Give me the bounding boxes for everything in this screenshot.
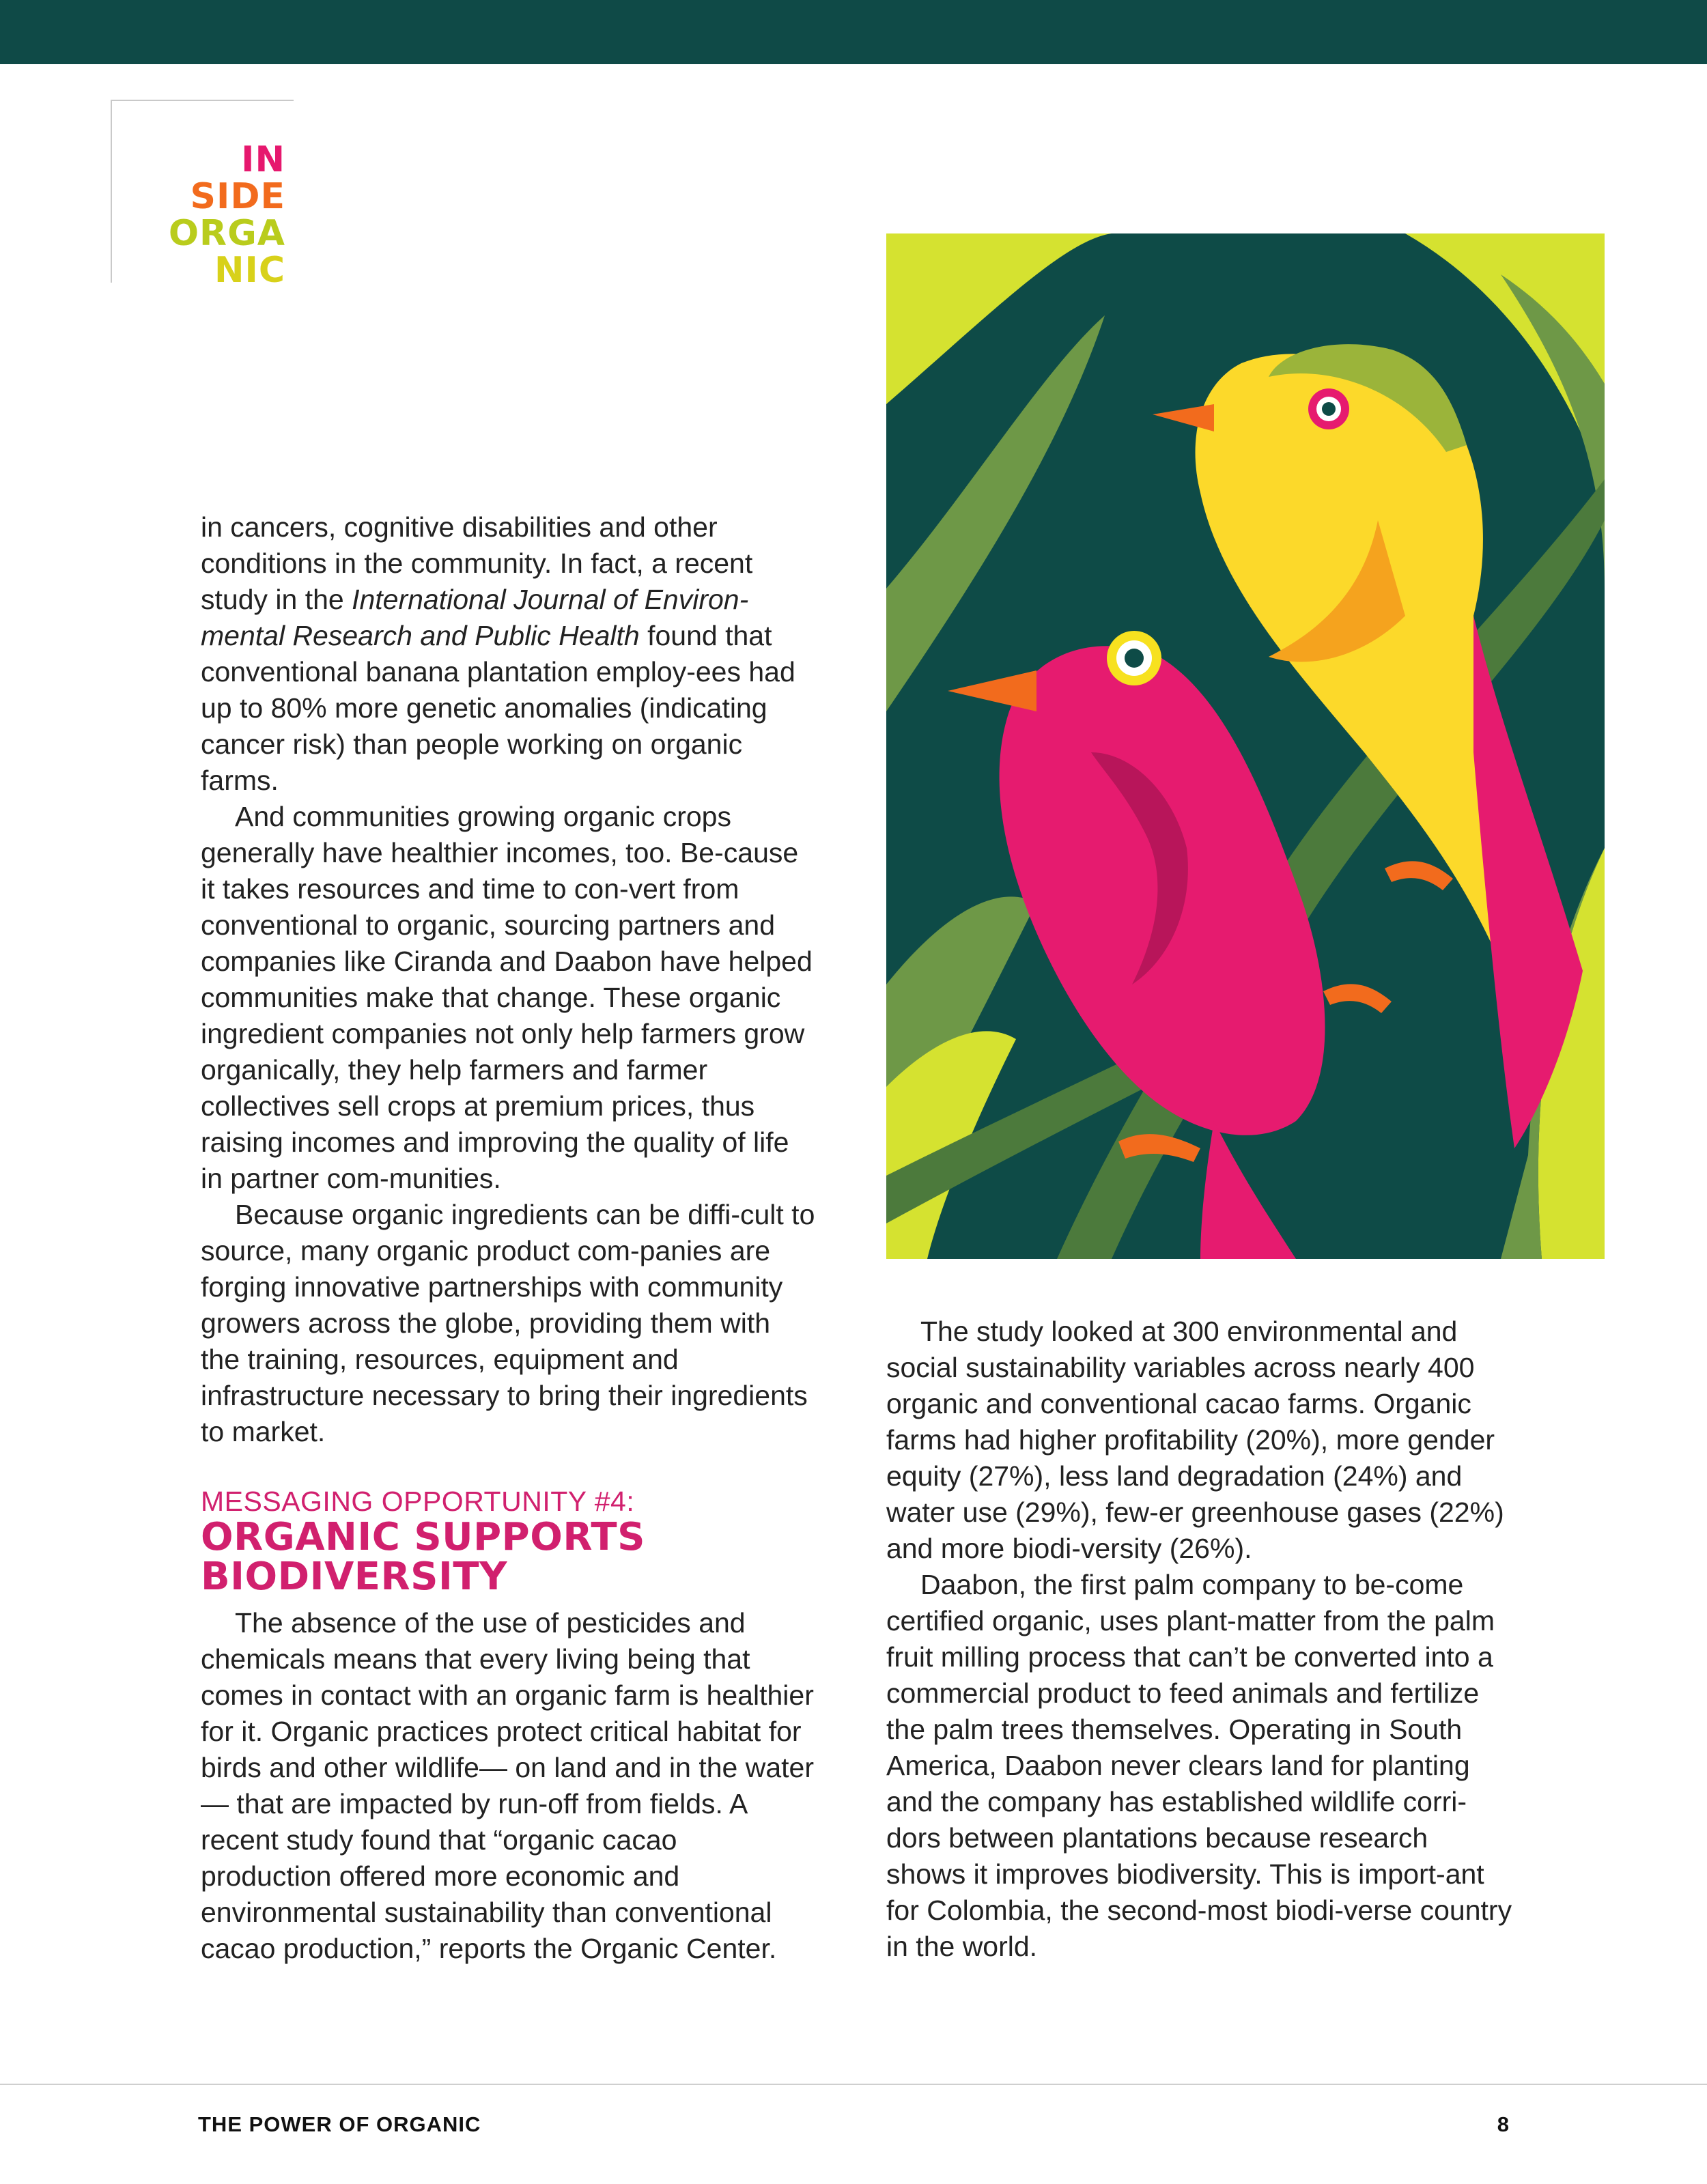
paragraph: Daabon, the first palm company to be-come certified organic, uses plant-matter from the palm fruit milling process that can’t be converted into a commercial product to feed animals and fertilize the palm trees themselves. Operating in South America, Daabon never clears land for planting and the company has established wildlife corri-dors between plantations because research shows it improves biodiversity. This is import-ant for Colombia, the second-most biodi-verse country in the world.	[886, 1569, 1512, 1962]
yellow-bird-pupil	[1322, 402, 1336, 416]
birds-illustration	[886, 233, 1605, 1259]
text-run: found that conventional banana plantation employ-ees had up to 80% more genetic anomalies (indicating cancer risk) than people working on organic farms.	[201, 620, 795, 796]
header-band	[0, 0, 1707, 64]
footer-divider	[0, 2084, 1707, 2085]
page-number: 8	[1497, 2112, 1509, 2136]
section-heading	[201, 1515, 815, 1599]
paragraph	[201, 509, 815, 799]
pink-bird-pupil	[1125, 649, 1144, 668]
logo-line: IN	[241, 139, 285, 180]
paragraph: The study looked at 300 environmental and social sustainability variables across nearly 400 organic and conventional cacao farms. Organic farms had higher profitability (20%), more gender equity (27%), less land degradation (24%) and water use (29%), few-er greenhouse gases (22%) and more biodi-versity (26%).	[886, 1316, 1504, 1564]
section-kicker: MESSAGING OPPORTUNITY #4:	[201, 1486, 635, 1517]
right-column	[886, 1314, 1514, 1965]
journal-title: International Journal of Environ-mental Research and Public Health	[201, 584, 749, 651]
paragraph: The absence of the use of pesticides and chemicals means that every living being that comes in contact with an organic farm is healthier for it. Organic practices protect critical habitat for birds and other wildlife— on land and in the water — that are impacted by run-off from fields. A recent study found that “organic cacao production offered more economic and environmental sustainability than conventional cacao production,” reports the Organic Center.	[201, 1607, 814, 1964]
logo-line: SIDE	[190, 176, 285, 217]
heading-line: BIODIVERSITY	[201, 1555, 508, 1599]
logo-line: ORGA	[168, 213, 285, 254]
logo-line: NIC	[214, 250, 285, 291]
paragraph: And communities growing organic crops generally have healthier incomes, too. Be-cause it takes resources and time to con-vert from conventional to organic, sourcing partners and companies like Ciranda and Daabon have helped communities make that change. These organic ingredient companies not only help farmers grow organically, they help farmers and farmer collectives sell crops at premium prices, thus raising incomes and improving the quality of life in partner com-munities.	[201, 801, 813, 1194]
footer-title: THE POWER OF ORGANIC	[198, 2112, 481, 2136]
inside-organic-logo	[111, 100, 294, 291]
paragraph: Because organic ingredients can be diffi-cult to source, many organic product com-panies are forging innovative partnerships with community growers across the globe, providing them with the training, resources, equipment and infrastructure necessary to bring their ingredients to market.	[201, 1199, 815, 1447]
heading-line: ORGANIC SUPPORTS	[201, 1515, 645, 1559]
left-column	[201, 509, 815, 1967]
text-run: in cancers, cognitive disabilities and other conditions in the community. In fact, a recent study in the	[201, 511, 753, 615]
